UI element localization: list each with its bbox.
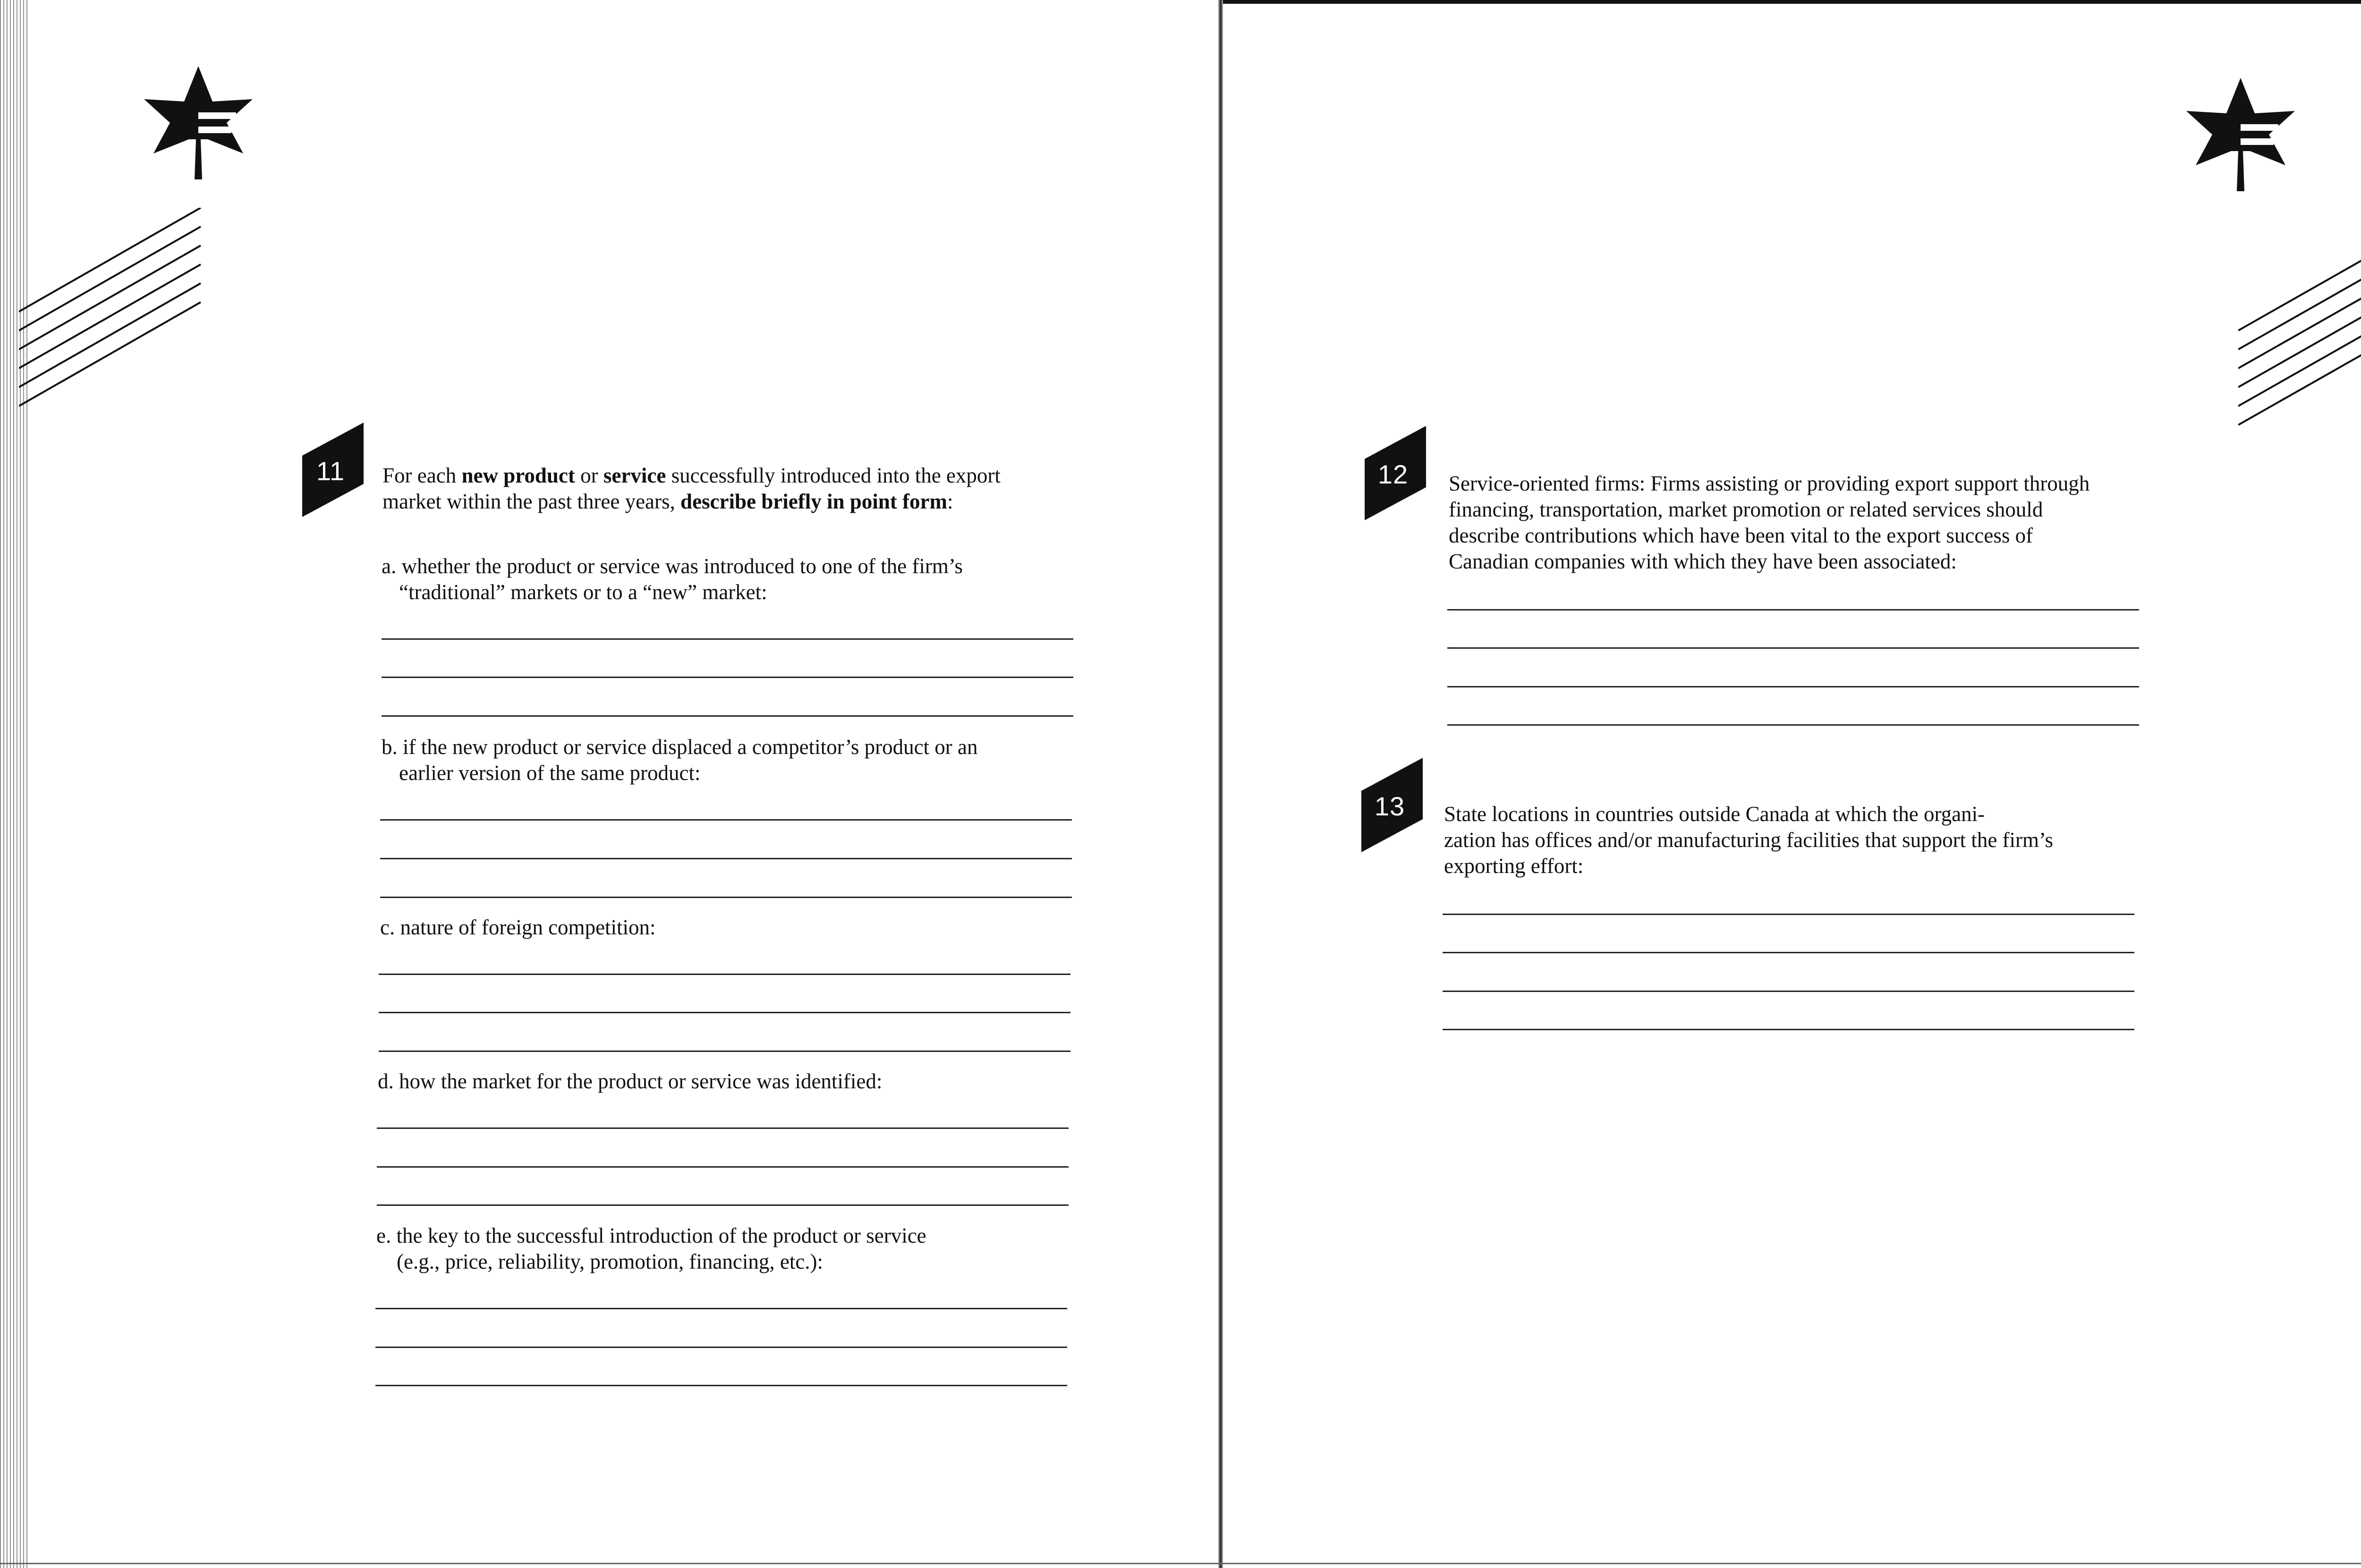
question-13-number: 13 <box>1374 791 1405 821</box>
question-13-line-3: exporting effort: <box>1444 854 1584 878</box>
question-11-intro-line-1: For each new product or service successfully introduced into the export <box>382 464 1001 487</box>
answer-line[interactable] <box>1443 1029 2134 1030</box>
item-b-label-line-1: b. if the new product or service displaced a competitor’s product or an <box>382 735 978 759</box>
answer-line[interactable] <box>379 1051 1070 1052</box>
answer-line[interactable] <box>375 1347 1067 1348</box>
question-13-line-1: State locations in countries outside Canada at which the organi- <box>1444 802 1985 826</box>
answer-line[interactable] <box>1447 686 2139 687</box>
answer-line[interactable] <box>382 715 1073 717</box>
answer-line[interactable] <box>377 1204 1069 1206</box>
page-gutter <box>1218 0 1223 1568</box>
question-12-line-3: describe contributions which have been vital to the export success of <box>1449 524 2033 547</box>
maple-leaf-e-logo-icon <box>142 57 255 179</box>
answer-line[interactable] <box>379 1012 1070 1013</box>
item-e-label-line-1: e. the key to the successful introduction of the product or service <box>376 1224 926 1247</box>
answer-line[interactable] <box>380 819 1072 821</box>
answer-line[interactable] <box>1443 991 2134 992</box>
question-12-line-1: Service-oriented firms: Firms assisting or providing export support through <box>1449 472 2090 495</box>
question-11-number: 11 <box>316 456 345 486</box>
question-13-line-2: zation has offices and/or manufacturing facilities that support the firm’s <box>1444 828 2054 852</box>
question-11-intro-line-2: market within the past three years, describe briefly in point form: <box>382 490 953 513</box>
answer-line[interactable] <box>382 677 1073 678</box>
answer-line[interactable] <box>1443 952 2134 953</box>
question-12-badge <box>1365 426 1426 520</box>
answer-line[interactable] <box>379 974 1070 975</box>
answer-line[interactable] <box>375 1385 1067 1386</box>
answer-line[interactable] <box>377 1166 1069 1168</box>
item-b-label-line-2: earlier version of the same product: <box>399 761 701 785</box>
question-11-badge <box>302 423 364 517</box>
answer-line[interactable] <box>1447 724 2139 726</box>
diagonal-stripes-icon <box>2238 231 2361 439</box>
question-12-line-2: financing, transportation, market promotion or related services should <box>1449 498 2043 521</box>
answer-line[interactable] <box>1447 609 2139 610</box>
answer-line[interactable] <box>375 1308 1067 1309</box>
question-13-badge <box>1361 758 1423 852</box>
item-a-label-line-2: “traditional” markets or to a “new” market: <box>399 580 767 604</box>
item-d-label: d. how the market for the product or service was identified: <box>378 1069 883 1093</box>
answer-line[interactable] <box>380 897 1072 898</box>
answer-line[interactable] <box>377 1127 1069 1129</box>
answer-line[interactable] <box>1447 647 2139 649</box>
answer-line[interactable] <box>380 858 1072 859</box>
item-c-label: c. nature of foreign competition: <box>380 915 656 939</box>
question-12-number: 12 <box>1377 459 1409 489</box>
maple-leaf-e-logo-icon <box>2184 68 2297 191</box>
answer-line[interactable] <box>382 638 1073 640</box>
question-12-line-4: Canadian companies with which they have been associated: <box>1449 550 1957 573</box>
right-page <box>1223 0 2361 1568</box>
item-e-label-line-2: (e.g., price, reliability, promotion, financing, etc.): <box>397 1250 824 1273</box>
answer-line[interactable] <box>1443 914 2134 915</box>
diagonal-stripes-icon <box>19 208 208 425</box>
item-a-label-line-1: a. whether the product or service was introduced to one of the firm’s <box>382 554 963 578</box>
